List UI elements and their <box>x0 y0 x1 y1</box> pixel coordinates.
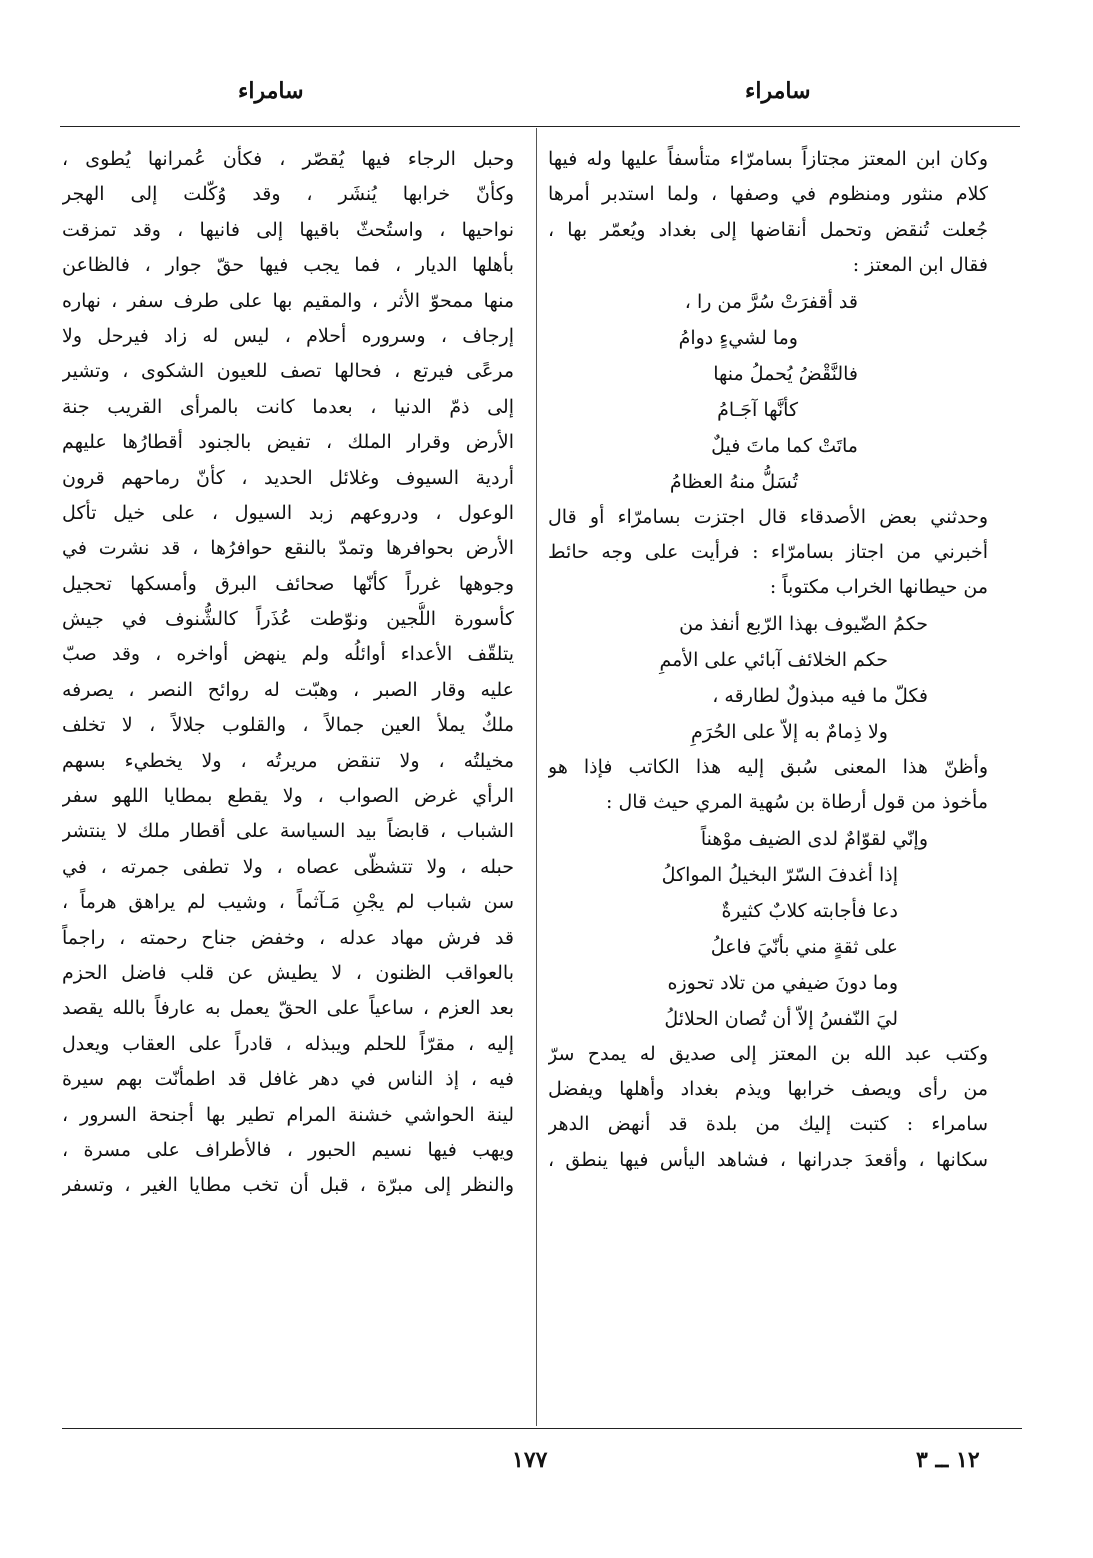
text-line: ملكٌ يملأ العين جمالاً ، والقلوب جلالاً ، لا تخلف <box>62 714 514 737</box>
text-line: كأسورة اللُّجين ونوّطت عُذَراً كالشُّنوف في جيش <box>62 608 514 631</box>
signature-mark: ١٢ ــ ٣ <box>916 1447 980 1473</box>
running-head-right: سامراء <box>745 78 811 104</box>
text-line: حبله ، ولا تتشظّى عصاه ، ولا تطفى جمرته ، في <box>62 855 514 878</box>
verse-line: فكلّ ما فيه مبذولٌ لطارقه ، <box>712 684 928 707</box>
text-line: إليه ، مقرّاً للحلم ويبذله ، قادراً على العقاب ويعدل <box>62 1032 514 1055</box>
text-line: عليه وقار الصبر ، وهبّت له روائح النصر ، يصرفه <box>62 678 514 701</box>
verse-line: ولا ذِمامٌ به إلاّ على الحُرَمِ <box>690 720 888 743</box>
verse-line: وما لشيءٍ دوامُ <box>678 326 798 349</box>
text-line: وجوهها غرراً كأنّها صحائف البرق وأمسكها تحجيل <box>62 572 514 595</box>
text-line: سامراء : كتبت إليك من بلدة قد أنهض الدهر <box>548 1113 988 1136</box>
text-line: مأخوذ من قول أرطاة بن سُهية المري حيث قال : <box>606 791 988 814</box>
verse-line: على ثقةٍ مني بأنّيَ فاعلُ <box>710 935 898 958</box>
footer-rule <box>62 1428 1022 1429</box>
text-line: من حيطانها الخراب مكتوباً : <box>769 576 988 599</box>
column-divider <box>536 128 537 1426</box>
text-line: وكان ابن المعتز مجتازاً بسامرّاء متأسفاً عليها وله فيها <box>548 148 988 170</box>
verse-line: حكم الخلائف آبائي على الأممِ <box>659 648 888 671</box>
text-line: نواحيها ، واستُحثّ باقيها إلى فانيها ، وقد تمزقت <box>62 218 514 241</box>
text-line: يتلقّف الأعداء أوائلُه ولم ينهض أواخره ، وقد صبّ <box>62 643 514 666</box>
text-line: وحبل الرجاء فيها يُقصّر ، فكأن عُمرانها يُطوى ، <box>62 148 514 170</box>
text-line: سكانها ، وأقعدَ جدرانها ، فشاهد اليأس فيها ينطق ، <box>548 1148 988 1171</box>
verse-line: كأنَّها آجَـامُ <box>717 398 798 421</box>
right-column <box>548 142 988 1178</box>
text-line: أردية السيوف وغلائل الحديد ، كأنّ رماحهم قرون <box>62 466 514 489</box>
verse-line: ليَ النّفسُ إلاّ أن تُصان الحلائلُ <box>664 1007 898 1030</box>
running-head-left: سامراء <box>238 78 304 104</box>
verse-line: وما دونَ ضيفي من تلاد تحوزه <box>667 971 898 994</box>
verse-line: إذا أغدفَ السّرّ البخيلُ المواكلُ <box>661 863 898 886</box>
text-line: مخيلتُه ، ولا تنقض مريرتُه ، ولا يخطيء بسهم <box>62 749 514 772</box>
verse-line: وإنّي لقوّامٌ لدى الضيف موْهناً <box>700 827 928 850</box>
text-line: فيه ، إذ الناس في دهر غافل قد اطمأنّت بهم سيرة <box>62 1068 514 1091</box>
text-line: فقال ابن المعتز : <box>852 254 988 277</box>
text-line: من رأى ويصف خرابها ويذم بغداد وأهلها ويفضل <box>548 1077 988 1100</box>
text-line: الرأي غرض الصواب ، ولا يقطع بمطايا اللهو سفر <box>62 785 514 808</box>
page-number: ١٧٧ <box>512 1447 548 1473</box>
text-line: لينة الحواشي خشنة المرام تطير بها أجنحة السرور ، <box>62 1103 514 1126</box>
text-line: منها ممحوّ الأثر ، والمقيم بها على طرف سفر ، نهاره <box>62 289 514 312</box>
text-line: الأرض وقرار الملك ، تفيض بالجنود أقطارُها عليهم <box>62 431 514 454</box>
verse-line: ماتَتْ كما ماتَ فيلٌ <box>711 434 858 457</box>
verse-line: حكمُ الضّيوف بهذا الرّبع أنفذ من <box>679 612 928 635</box>
verse-line: دعا فأجابته كلابٌ كثيرةٌ <box>721 899 898 922</box>
text-line: جُعلت تُنقض وتحمل أنقاضها إلى بغداد ويُعمّر بها ، <box>548 218 988 241</box>
text-line: كلام منثور ومنظوم في وصفها ، ولما استدبر أمرها <box>548 183 988 206</box>
left-column <box>62 142 514 1204</box>
verse-line: تُسَلُّ منهُ العظامُ <box>669 470 798 493</box>
text-line: الوعول ، ودروعهم زبد السيول ، على خيل تأكل <box>62 501 514 524</box>
header-rule <box>60 126 1020 127</box>
text-line: بأهلها الديار ، فما يجب فيها حقّ جوار ، فالظاعن <box>62 254 514 277</box>
text-line: أخبرني من اجتاز بسامرّاء : فرأيت على وجه حائط <box>548 540 988 563</box>
text-line: سن شباب لم يجْنِ مَـآثماً ، وشيب لم يراهق هرماً ، <box>62 891 514 914</box>
text-line: بالعواقب الظنون ، لا يطيش عن قلب فاضل الحزم <box>62 961 514 984</box>
text-line: وأظنّ هذا المعنى سُبق إليه هذا الكاتب فإذا هو <box>548 755 988 778</box>
verse-line: قد أقفرَتْ سُرَّ من را ، <box>684 290 858 313</box>
text-line: ويهب فيها نسيم الحبور ، فالأطراف على مسرة ، <box>62 1138 514 1161</box>
text-line: إرجاف ، وسروره أحلام ، ليس له زاد فيرحل ولا <box>62 324 514 347</box>
text-line: قد فرش مهاد عدله ، وخفض جناح رحمته ، راجماً <box>62 926 514 949</box>
text-line: وكأنّ خرابها يُنشَر ، وقد وُكّلت إلى الهجر <box>62 183 514 206</box>
text-line: وكتب عبد الله بن المعتز إلى صديق له يمدح سرّ <box>548 1042 988 1065</box>
text-line: والنظر إلى مبرّة ، قبل أن تخب مطايا الغير ، وتسفر <box>62 1174 514 1197</box>
text-line: إلى ذمّ الدنيا ، بعدما كانت بالمرأى القريب جنة <box>62 395 514 418</box>
text-line: الشباب ، قابضاً بيد السياسة على أقطار ملك لا ينتشر <box>62 820 514 843</box>
text-line: وحدثني بعض الأصدقاء قال اجتزت بسامرّاء أو قال <box>548 505 988 528</box>
text-line: الأرض بحوافرها وتمدّ بالنقع حوافرُها ، قد نشرت في <box>62 537 514 560</box>
verse-line: فالنَّقْضُ يُحملُ منها <box>713 362 858 385</box>
text-line: مرعًى فيرتع ، فحالها تصف للعيون الشكوى ، وتشير <box>62 360 514 383</box>
text-line: بعد العزم ، ساعياً على الحقّ يعمل به عارفاً بالله يقصد <box>62 997 514 1020</box>
